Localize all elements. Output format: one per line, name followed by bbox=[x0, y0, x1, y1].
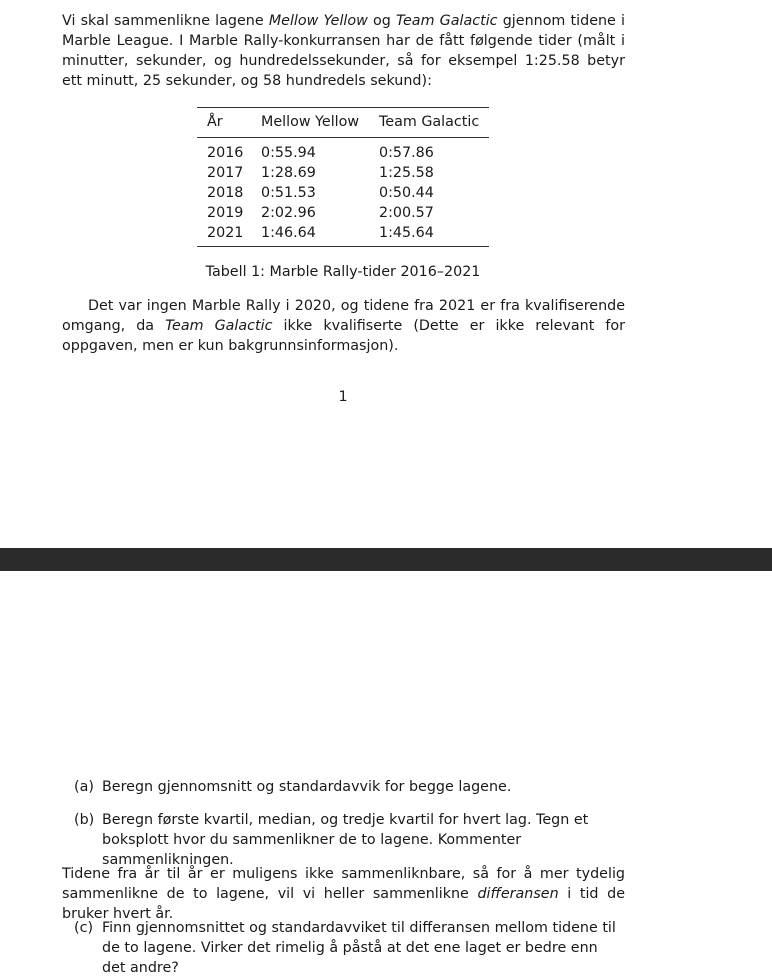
header-mellow-yellow: Mellow Yellow bbox=[261, 114, 360, 130]
page-divider bbox=[0, 548, 772, 571]
cell-team-galactic: 1:45.64 bbox=[379, 225, 434, 241]
header-team-galactic: Team Galactic bbox=[379, 114, 480, 130]
task-a-text: Beregn gjennomsnitt og standardavvik for begge lagene. bbox=[102, 779, 512, 795]
cell-mellow-yellow: 0:55.94 bbox=[261, 145, 316, 161]
diff-text-2: i tid de bruker hvert år. bbox=[62, 886, 625, 922]
table-row bbox=[197, 223, 489, 247]
note-paragraph bbox=[62, 296, 625, 356]
note-text-1: Det var ingen Marble Rally i 2020, og tidene fra 2021 er fra kvalifiserende omgang, da bbox=[62, 298, 625, 334]
intro-text-2: og bbox=[367, 13, 397, 29]
task-a-label: (a) bbox=[74, 779, 94, 795]
task-b-text: Beregn første kvartil, median, og tredje kvartil for hvert lag. Tegn et boksplott hvor du sammenlikner de to lagene. Kommenter sammenlikningen. bbox=[102, 812, 589, 868]
table-row bbox=[197, 163, 489, 183]
table-row bbox=[197, 183, 489, 203]
cell-mellow-yellow: 1:46.64 bbox=[261, 225, 316, 241]
task-c-text: Finn gjennomsnittet og standardavviket til differansen mellom tidene til de to lagene. Virker det rimelig å påstå at det ene laget er bedre enn det andre? bbox=[102, 920, 616, 976]
diff-emphasis: differansen bbox=[477, 886, 559, 902]
cell-team-galactic: 2:00.57 bbox=[379, 205, 434, 221]
intro-paragraph bbox=[62, 11, 625, 91]
cell-mellow-yellow: 1:28.69 bbox=[261, 165, 316, 181]
note-text-2: ikke kvalifiserte (Dette er ikke relevant for oppgaven, men er kun bakgrunnsinformasjon). bbox=[62, 318, 625, 354]
cell-mellow-yellow: 2:02.96 bbox=[261, 205, 316, 221]
team-name-team-galactic: Team Galactic bbox=[396, 13, 498, 29]
cell-team-galactic: 1:25.58 bbox=[379, 165, 434, 181]
cell-mellow-yellow: 0:51.53 bbox=[261, 185, 316, 201]
task-a bbox=[74, 777, 625, 797]
task-b-label: (b) bbox=[74, 812, 95, 828]
table-row bbox=[197, 138, 489, 164]
difference-paragraph bbox=[62, 864, 625, 924]
cell-year: 2021 bbox=[207, 225, 244, 241]
table-caption: Tabell 1: Marble Rally-tider 2016–2021 bbox=[205, 264, 481, 280]
cell-year: 2019 bbox=[207, 205, 244, 221]
team-name-mellow-yellow: Mellow Yellow bbox=[268, 13, 368, 29]
intro-text-1: Vi skal sammenlikne lagene bbox=[62, 13, 269, 29]
task-c bbox=[74, 918, 625, 978]
intro-text-3: gjennom tidene i Marble League. I Marble Rally-konkurransen har de fått følgende tider (målt i minutter, sekunder, og hundredelssekunder, så for eksempel 1:25.58 betyr ett minutt, 25 sekunder, og 58 hundredels sekund): bbox=[62, 13, 625, 89]
marble-rally-table bbox=[197, 107, 489, 247]
cell-year: 2018 bbox=[207, 185, 244, 201]
task-b bbox=[74, 810, 625, 870]
cell-year: 2016 bbox=[207, 145, 244, 161]
cell-team-galactic: 0:50.44 bbox=[379, 185, 434, 201]
diff-text-1: Tidene fra år til år er muligens ikke sammenliknbare, så for å mer tydelig sammenlikne de to lagene, vil vi heller sammenlikne bbox=[62, 866, 625, 902]
table-row bbox=[197, 203, 489, 223]
page-number: 1 bbox=[338, 389, 348, 405]
cell-team-galactic: 0:57.86 bbox=[379, 145, 434, 161]
header-year: År bbox=[207, 114, 223, 130]
team-name-team-galactic-note: Team Galactic bbox=[165, 318, 273, 334]
cell-year: 2017 bbox=[207, 165, 244, 181]
table-header-row bbox=[197, 108, 489, 138]
task-c-label: (c) bbox=[74, 920, 94, 936]
